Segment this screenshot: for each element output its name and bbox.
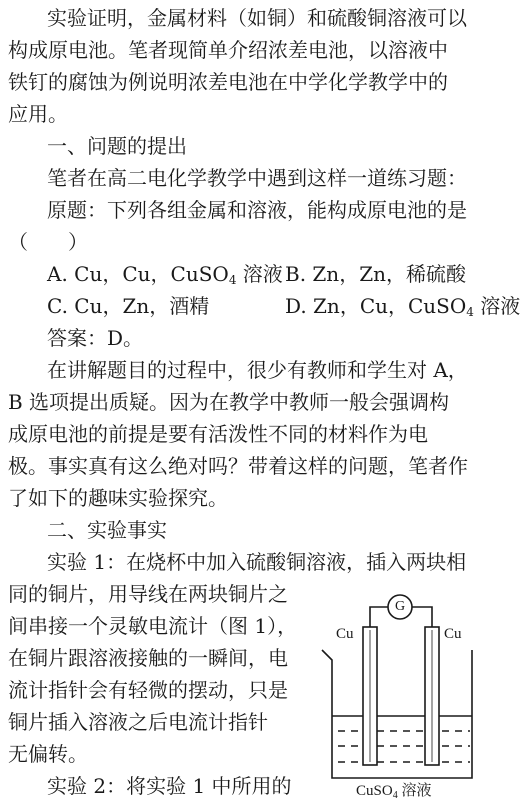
beaker <box>322 650 472 778</box>
experiment-1-line-5: 流计指针会有轻微的摆动，只是 <box>8 678 288 702</box>
intro-line-1: 实验证明，金属材料（如铜）和硫酸铜溶液可以 <box>47 6 467 30</box>
question-line-1: 原题：下列各组金属和溶液，能构成原电池的是 <box>47 198 467 222</box>
intro-line-3: 铁钉的腐蚀为例说明浓差电池在中学化学教学中的 <box>8 70 448 94</box>
option-c: C. Cu，Zn，酒精 <box>47 294 210 318</box>
solution-label: CuSO$_4$ 溶液 <box>356 783 432 801</box>
left-electrode-label: Cu <box>336 626 354 642</box>
experiment-1-line-6: 铜片插入溶液之后电流计指针 <box>8 710 268 734</box>
option-d: D. Zn，Cu，CuSO$_4$ 溶液 <box>285 294 520 319</box>
galvanometer-label: G <box>395 599 406 614</box>
section1-paragraph-2-line-1: 在讲解题目的过程中，很少有教师和学生对 A， <box>47 358 468 382</box>
section1-paragraph-2-line-2: B 选项提出质疑。因为在教学中教师一般会强调构 <box>8 390 450 414</box>
section1-paragraph-2-line-4: 极。事实真有这么绝对吗？带着这样的问题，笔者作 <box>8 454 468 478</box>
option-b: B. Zn，Zn，稀硫酸 <box>285 262 466 286</box>
section1-paragraph-2-line-3: 成原电池的前提是要有活泼性不同的材料作为电 <box>8 422 428 446</box>
section-heading-2: 二、实验事实 <box>47 518 167 542</box>
section-heading-1: 一、问题的提出 <box>47 134 187 158</box>
right-electrode-label: Cu <box>444 626 462 642</box>
experiment-1-line-7: 无偏转。 <box>8 742 88 766</box>
solution-dashes <box>338 731 470 762</box>
intro-line-4: 应用。 <box>8 102 68 126</box>
experiment-1-line-4: 在铜片跟溶液接触的一瞬间，电 <box>8 646 288 670</box>
section1-paragraph-2-line-5: 了如下的趣味实验探究。 <box>8 486 228 510</box>
intro-line-2: 构成原电池。笔者现简单介绍浓差电池，以溶液中 <box>8 38 448 62</box>
experiment-2-line-1: 实验 2：将实验 1 中所用的 <box>47 774 292 798</box>
question-line-2: （ ） <box>8 230 88 254</box>
section1-paragraph-1: 笔者在高二电化学教学中遇到这样一道练习题： <box>47 166 467 190</box>
option-a: A. Cu，Cu，CuSO$_4$ 溶液 <box>47 262 283 287</box>
experiment-1-line-2: 同的铜片，用导线在两块铜片之 <box>8 582 288 606</box>
experiment-1-line-3: 间串接一个灵敏电流计（图 1）， <box>8 614 298 638</box>
experiment-1-line-1: 实验 1：在烧杯中加入硫酸铜溶液，插入两块相 <box>47 550 467 574</box>
answer-line: 答案：D。 <box>47 326 144 350</box>
